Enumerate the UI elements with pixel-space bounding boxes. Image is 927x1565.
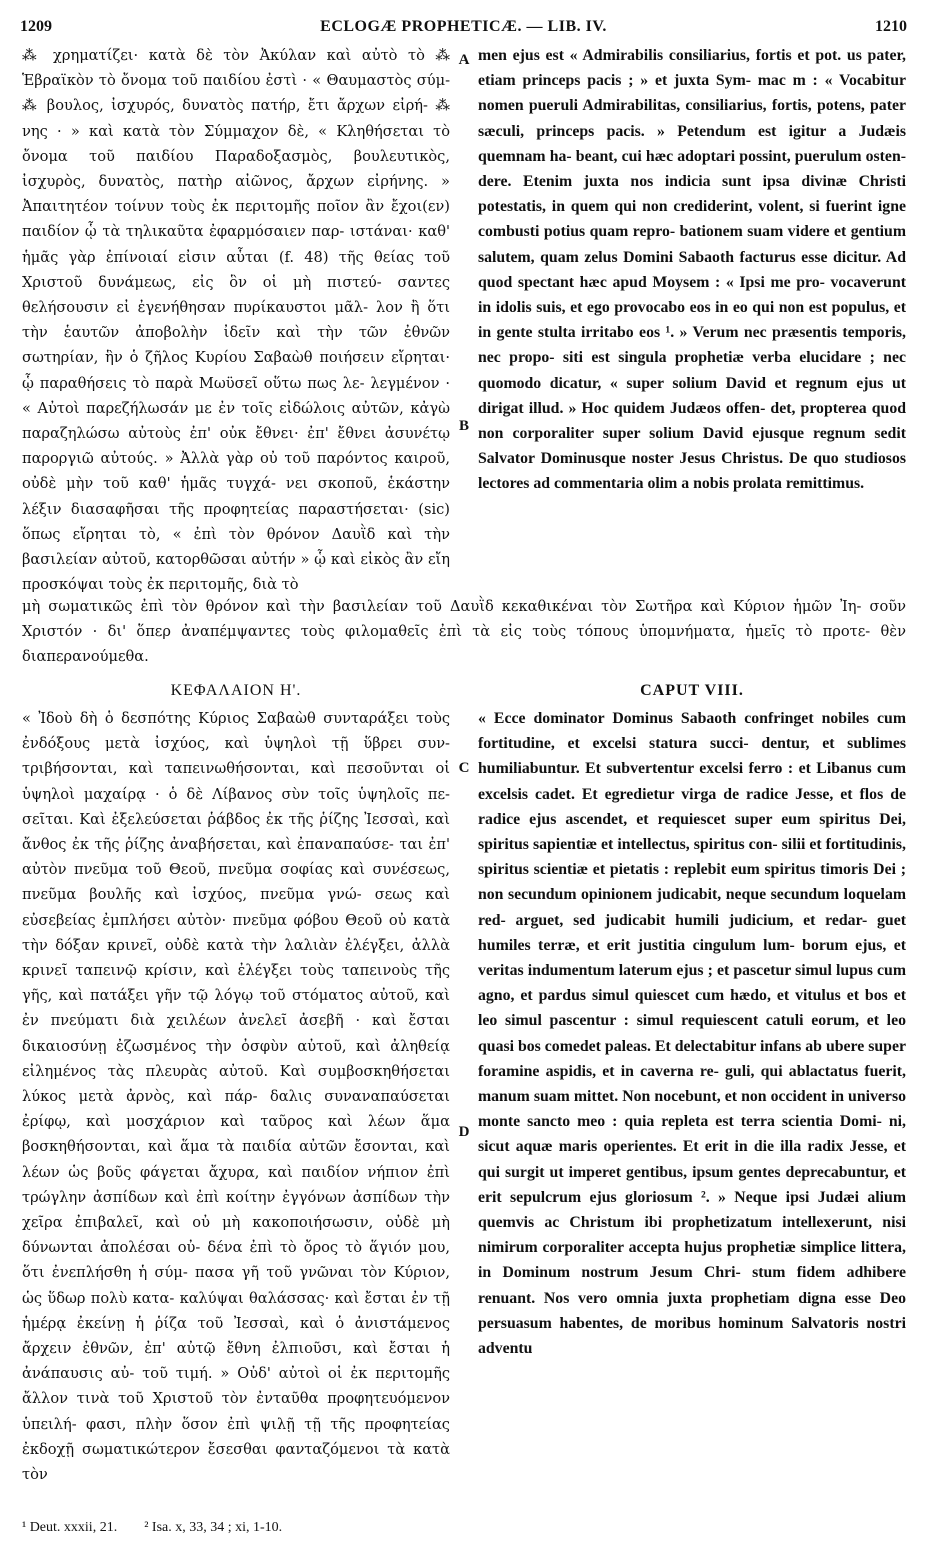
page-header <box>20 14 907 44</box>
left-page-number: 1209 <box>20 18 52 35</box>
margin-marker-c: C <box>458 760 470 776</box>
footnotes <box>22 1520 282 1536</box>
latin-column-chapter <box>478 706 906 1361</box>
greek-chapter-text: « Ἰδοὺ δὴ ὁ δεσπότης Κύριος Σαβαὼθ συνταράξει τοὺς ἐνδόξους μετὰ ἰσχύος, καὶ ὑψηλοὶ τῇ ὕβρει συν- τριβήσονται, καὶ ταπεινωθήσονται, καὶ πεσοῦνται οἱ ὑψηλοὶ μαχαίρᾳ · ὁ δὲ Λίβανος σὺν τοῖς ὑψηλοῖς πε- σεῖται. Καὶ ἐξελεύσεται ῥάβδος ἐκ τῆς ῥίζης Ἰεσσαὶ, καὶ ἄνθος ἐκ τῆς ῥίζης ἀναβήσεται, καὶ ἐπαναπαύσε- ται ἐπ' αὐτὸν πνεῦμα τοῦ Θεοῦ, πνεῦμα σοφίας καὶ συνέσεως, πνεῦμα βουλῆς καὶ ἰσχύος, πνεῦμα γνώ- σεως καὶ εὐσεβείας ἐμπλήσει αὐτὸν· πνεῦμα φόβου Θεοῦ οὐ κατὰ τὴν δόξαν κρινεῖ, οὐδὲ κατὰ τὴν λαλιὰν ἐλέγξει, ἀλλὰ κρινεῖ ταπεινῷ κρίσιν, καὶ ἐλέγξει τοὺς ταπεινοὺς τῆς γῆς, καὶ πατάξει γῆν τῷ λόγῳ τοῦ στόματος αὐτοῦ, καὶ ἐν πνεύματι διὰ χειλέων ἀνελεῖ ἀσεβῆ · καὶ ἔσται δικαιοσύνῃ ἐζωσμένος τὴν ὀσφὺν αὐτοῦ, καὶ ἀληθείᾳ εἰλημένος τὰς πλευρὰς αὐτοῦ. Καὶ συμβοσκηθήσεται λύκος μετὰ ἀρνὸς, καὶ πάρ- δαλις συναναπαύσεται ἐρίφῳ, καὶ μοσχάριον καὶ ταῦρος καὶ λέων ἅμα βοσκηθήσονται, καὶ ἅμα τὰ παιδία αὐτῶν ἔσονται, καὶ λέων ὡς βοῦς φάγεται ἄχυρα, καὶ παιδίον νήπιον ἐπὶ τρώγλην ἀσπίδων καὶ ἐπὶ κοίτην ἐγγόνων ἀσπίδων τὴν χεῖρα ἐπιβαλεῖ, καὶ οὐ μὴ κακοποιήσωσιν, οὐδὲ μὴ δύνωνται ἀπολέσαι οὐ- δένα ἐπὶ τὸ ὄρος τὸ ἅγιόν μου, ὅτι ἐνεπλήσθη ἡ σύμ- πασα γῆ τοῦ γνῶναι τὸν Κύριον, ὡς ὕδωρ πολὺ κατα- καλύψαι θαλάσσας· καὶ ἔσται ἐν τῇ ἡμέρᾳ ἐκείνῃ ἡ ῥίζα τοῦ Ἰεσσαὶ, καὶ ὁ ἀνιστάμενος ἄρχειν ἐθνῶν, ἐπ' αὐτῷ ἔθνη ἐλπιοῦσι, καὶ ἔσται ἡ ἀνάπαυσις αὐ- τοῦ τιμή. » Οὐδ' αὐτοὶ οἱ ἐκ περιτομῆς ἄλλον τινὰ τοῦ Χριστοῦ τὸν ἐνταῦθα προφητευόμενον ὑπειλή- φασι, πλὴν ὅσον ἐπὶ ψιλῇ τῇ τῆς προφητείας ἐκδοχῇ σωματικώτερον ἔσεσθαι φανταζόμενοι τὰ κατὰ τὸν <box>22 710 450 1484</box>
latin-chapter-text: « Ecce dominator Dominus Sabaoth confringet nobiles cum fortitudine, et excelsi statura succi- dentur, et sublimes humiliabuntur. Et subvertentur excelsi ferro : et Libanus cum excelsis cadet. Et egredietur virga de radice Jesse, et flos de radice ejus ascendet, et requiescet super eum spiritus Dei, spiritus sapientiæ et intellectus, spiritus con- silii et fortitudinis, spiritus scientiæ et pietatis : replebit eum spiritus timoris Dei ; non secundum opinionem judicabit, neque secundum loquelam red- arguet, sed judicabit humili judicium, et redar- guet humiles terræ, et erit justitia cingulum lum- borum ejus, et veritas indumentum laterum ejus ; et pascetur simul lupus cum agno, et pardus simul quiescet cum hædo, et vitulus et bos et leo simul pascentur : simul requiescent catuli eorum, et leo quasi bos comedet paleas. Et delectabitur infans ab ubere super foramine aspidis, et in caverna re- guli, qui ablactatus fuerit, manum suam mittet. Non nocebunt, et non occident in universo monte sancto meo : quia repleta est terra scientia Domi- ni, sicut aquæ maris operientes. Et erit in die illa radix Jesse, et qui surgit ut imperet gentibus, ipsum gentes deprecabuntur, et erit sepulcrum ejus gloriosum ². » Neque ipsi Judæi alium quemvis ac Christum ibi prophetizatum intellexerunt, nisi nimirum corporaliter accepta hujus prophetiæ simplice littera, in Dominum nostrum Jesum Chri- stum fidem adhibere renuant. Nos vero omnia juxta prophetiam digna esse Deo persuasum habentes, de moribus hominum Salvatoris nostri adventu <box>478 710 906 1358</box>
greek-chapter-heading: ΚΕΦΑΛΑΙΟΝ Η'. <box>170 682 302 699</box>
greek-paragraph-upper: ⁂ χρηματίζει· κατὰ δὲ τὸν Ἀκύλαν καὶ αὐτὸ τὸ ⁂ Ἑβραϊκὸν τὸ ὄνομα τοῦ παιδίου ἐστὶ · « Θαυμαστὸς σύμ- ⁂ βουλος, ἰσχυρός, δυνατὸς πατήρ, ἔτι ἄρχων εἰρή- ⁂ νης · » καὶ κατὰ τὸν Σύμμαχον δὲ, « Κληθήσεται τὸ ὄνομα τοῦ παιδίου Παραδοξασμὸς, βουλευτικὸς, ἰσχυρὸς, δυνατὸς, πατὴρ αἰῶνος, ἄρχων εἰρήνης. » Ἀπαιτητέον τοίνυν τοὺς ἐκ περιτομῆς ποῖον ἂν ἔχοι(εν) παιδίον ᾧ τὰ τηλικαῦτα ἐφαρμόσαιεν παρ- ιστάναι· καθ' ἡμᾶς γὰρ ἐπίνοιαί εἰσιν αὗται (f. 48) τῆς θείας τοῦ Χριστοῦ δυνάμεως, εἰς ὃν οἱ μὴ πιστεύ- σαντες θελήσουσιν εἰ ἐγενήθησαν πυρίκαυστοι μᾶλ- λον ἢ ὅτι τὴν ἑαυτῶν ἀποβολὴν ἰδεῖν καὶ τὴν τῶν ἐθνῶν σωτηρίαν, ἣν ὁ ζῆλος Κυρίου Σαβαὼθ ποιήσειν εἴρηται· ᾧ παραθήσεις τὸ παρὰ Μωϋσεῖ οὕτω πως λε- λεγμένον · « Αὐτοὶ παρεζήλωσάν με ἐν τοῖς εἰδώλοις αὐτῶν, κἀγὼ παραζηλώσω αὐτοὺς ἐπ' οὐκ ἔθνει· ἐπ' ἔθνει ἀσυνέτῳ παροργιῶ αὐτούς. » Ἀλλὰ γὰρ οὐ τοῦ παρόντος καιροῦ, οὐδὲ μὴν τοῦ καθ' ἡμᾶς τυγχά- νει σκοποῦ, ἑκάστην λέξιν διασαφῆσαι τῆς προφητείας παραστήσεται· (sic) ὅπως εἴρηται τὸ, « ἐπὶ τὸν θρόνον Δαυῒδ καὶ τὴν βασιλείαν αὐτοῦ, κατορθῶσαι αὐτήν » ᾧ καὶ εἰκὸς ἂν εἴη προσκόψαι τοὺς ἐκ περιτομῆς, διὰ τὸ <box>22 47 450 594</box>
greek-column-upper <box>22 43 450 597</box>
latin-paragraph-upper: men ejus est « Admirabilis consiliarius, fortis et pot. us pater, etiam princeps pacis ; » et juxta Sym- mac m : « Vocabitur nomen pueruli Admirabilitas, consiliarius, fortis, potens, pater sæculi, princeps pacis. » Petendum est igitur a Judæis quemnam ha- beant, cui hæc adoptari possint, puerulum osten- dere. Etenim juxta nos indicia sunt ipsa divinæ Christi potestatis, in quem qui non crediderint, volent, si fuerint igne combusti potius quam repro- bationem suam videre et gentium salutem, quam zelus Domini Sabaoth facturus esse dicitur. Ad quod spectant hæc apud Moysem : « Ipsi me pro- vocaverunt in idolis suis, et ego provocabo eos in eo qui non est populus, et in gente stulta irritabo eos ¹. » Verum nec præsentis temporis, nec propo- siti est singula prophetiæ verba elucidare ; nec quomodo dicatur, « super solium David et regnum ejus ut dirigat illud. » Hoc quidem Judæos offen- det, propterea quod non corporaliter super solium David ejusque regnum sedit Salvator Dominusque noster Jesus Christus. De quo studiosos lectores ad commentaria olim a nobis prolata remittimus. <box>478 47 906 493</box>
margin-marker-a: A <box>458 52 470 68</box>
greek-column-chapter <box>22 706 450 1487</box>
margin-marker-b: B <box>458 418 469 434</box>
full-width-greek-text: μὴ σωματικῶς ἐπὶ τὸν θρόνον καὶ τὴν βασιλείαν τοῦ Δαυῒδ κεκαθικέναι τὸν Σωτῆρα καὶ Κύριον ἡμῶν Ἰη- σοῦν Χριστόν · δι' ὅπερ ἀναπέμψαντες τοὺς φιλομαθεῖς ἐπὶ τὰ εἰς τοὺς τόπους ὑπομνήματα, ἡμεῖς τὸ προτε- θὲν διαπερανούμεθα. <box>22 598 906 666</box>
margin-marker-d: D <box>458 1124 470 1140</box>
running-title: ECLOGÆ PROPHETICÆ. — LIB. IV. <box>320 18 607 35</box>
latin-chapter-heading: CAPUT VIII. <box>640 682 744 699</box>
right-page-number: 1210 <box>875 18 907 35</box>
footnote-2: ² Isa. x, 33, 34 ; xi, 1-10. <box>144 1520 283 1535</box>
footnote-1: ¹ Deut. xxxii, 21. <box>22 1520 118 1535</box>
latin-column-upper <box>478 43 906 497</box>
